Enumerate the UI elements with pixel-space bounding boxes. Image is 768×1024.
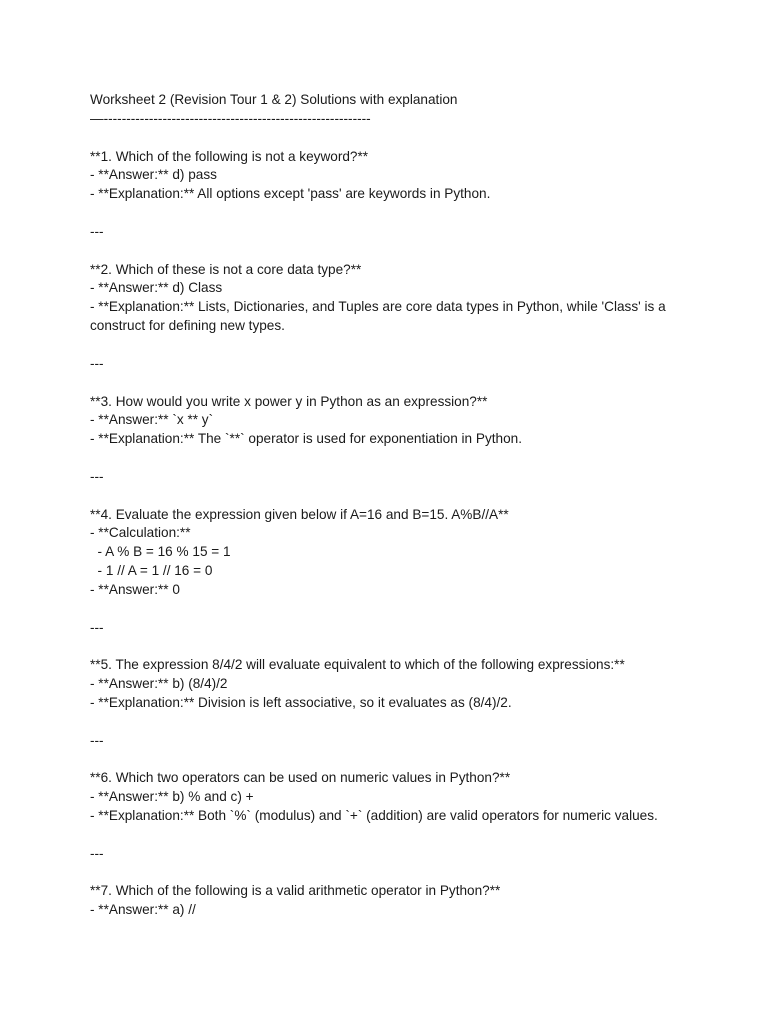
blank-line	[90, 242, 710, 261]
question-1-heading: **1. Which of the following is not a keyword?**	[90, 148, 369, 164]
question-3-heading: **3. How would you write x power y in Python as an expression?**	[90, 393, 488, 409]
question-7-answer: - **Answer:** a) //	[90, 902, 196, 918]
question-2-explanation-cont: construct for defining new types.	[90, 318, 285, 334]
section-separator: ---	[90, 732, 104, 748]
blank-line	[90, 600, 710, 619]
blank-line	[90, 449, 710, 468]
question-2-explanation: - **Explanation:** Lists, Dictionaries, and Tuples are core data types in Python, while 'Class' is a	[90, 299, 666, 315]
question-5-explanation: - **Explanation:** Division is left associative, so it evaluates as (8/4)/2.	[90, 695, 512, 710]
section-separator: ---	[90, 355, 104, 371]
question-5-answer: - **Answer:** b) (8/4)/2	[90, 676, 228, 692]
blank-line	[90, 826, 710, 845]
question-5-heading: **5. The expression 8/4/2 will evaluate equivalent to which of the following expressions:**	[90, 657, 625, 673]
question-2-answer: - **Answer:** d) Class	[90, 280, 223, 296]
question-3-explanation: - **Explanation:** The `**` operator is used for exponentiation in Python.	[90, 431, 522, 447]
question-1-explanation: - **Explanation:** All options except 'pass' are keywords in Python.	[90, 186, 491, 202]
question-4-calculation-step-1: - A % B = 16 % 15 = 1	[90, 544, 231, 560]
blank-line	[90, 374, 710, 393]
blank-line	[90, 336, 710, 355]
question-6-heading: **6. Which two operators can be used on numeric values in Python?**	[90, 770, 511, 786]
question-4-calculation-label: - **Calculation:**	[90, 525, 191, 541]
blank-line	[90, 751, 710, 770]
question-1-answer: - **Answer:** d) pass	[90, 167, 217, 183]
section-separator: ---	[90, 223, 104, 239]
section-separator: ---	[90, 845, 104, 861]
title-rule: —-----------------------------------------------------------	[90, 110, 371, 126]
question-4-calculation-step-2: - 1 // A = 1 // 16 = 0	[90, 563, 213, 579]
document-body	[90, 91, 710, 920]
question-4-answer: - **Answer:** 0	[90, 581, 180, 597]
question-6-answer: - **Answer:** b) % and c) +	[90, 789, 254, 805]
blank-line	[90, 637, 710, 656]
blank-line	[90, 129, 710, 148]
blank-line	[90, 864, 710, 883]
question-3-answer: - **Answer:** `x ** y`	[90, 412, 214, 428]
blank-line	[90, 713, 710, 732]
question-6-explanation: - **Explanation:** Both `%` (modulus) and `+` (addition) are valid operators for numeric values.	[90, 808, 658, 824]
section-separator: ---	[90, 619, 104, 635]
question-2-heading: **2. Which of these is not a core data type?**	[90, 261, 362, 277]
question-4-heading: **4. Evaluate the expression given below if A=16 and B=15. A%B//A**	[90, 506, 509, 522]
blank-line	[90, 204, 710, 223]
blank-line	[90, 487, 710, 506]
section-separator: ---	[90, 468, 104, 484]
question-7-heading: **7. Which of the following is a valid arithmetic operator in Python?**	[90, 883, 501, 899]
document-title: Worksheet 2 (Revision Tour 1 & 2) Solutions with explanation	[90, 92, 458, 107]
